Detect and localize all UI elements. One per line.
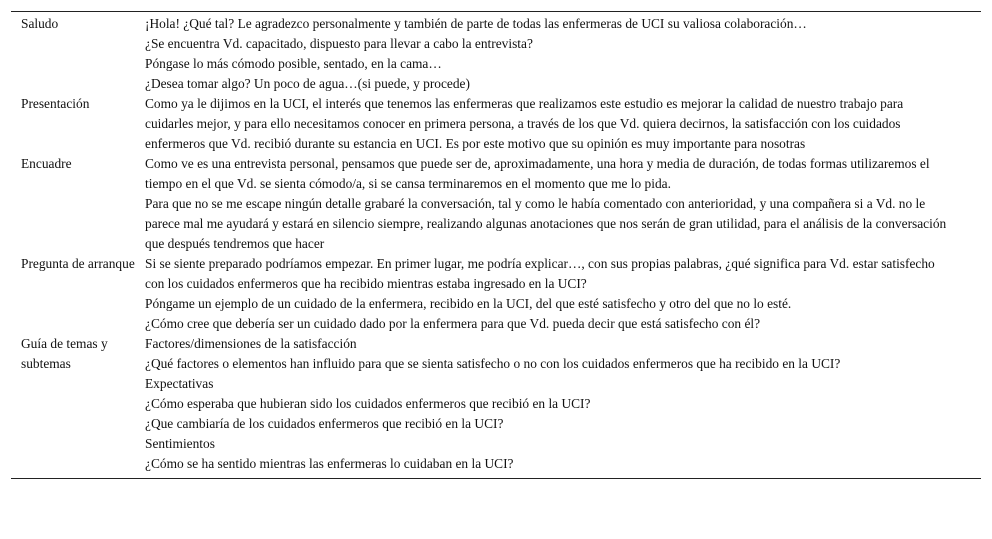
row-content <box>145 334 981 474</box>
content-line: Si se siente preparado podríamos empezar. En primer lugar, me podría explicar…, con sus propias palabras, ¿qué significa para Vd. estar satisfecho con los cuidados enfermeros que ha recibido mientras estaba ingresado en la UCI? <box>145 256 935 291</box>
content-line: Como ve es una entrevista personal, pensamos que puede ser de, aproximadamente, una hora y media de duración, de todas formas utilizaremos el tiempo en el que Vd. se sienta cómodo/a, si se cansa terminaremos en el momento que me lo pida. <box>145 156 930 191</box>
table-row-pregunta-de-arranque <box>11 254 981 334</box>
row-label: Saludo <box>21 16 59 31</box>
content-line: ¿Se encuentra Vd. capacitado, dispuesto para llevar a cabo la entrevista? <box>145 36 533 51</box>
content-line: ¿Cómo cree que debería ser un cuidado dado por la enfermera para que Vd. pueda decir que está satisfecho con él? <box>145 316 761 331</box>
row-label: Presentación <box>21 96 90 111</box>
row-content <box>145 254 981 334</box>
content-line: ¿Desea tomar algo? Un poco de agua…(si puede, y procede) <box>145 76 470 91</box>
content-line: ¿Que cambiaría de los cuidados enfermeros que recibió en la UCI? <box>145 416 504 431</box>
content-line: Sentimientos <box>145 436 215 451</box>
row-label: Encuadre <box>21 156 72 171</box>
content-line: Póngase lo más cómodo posible, sentado, en la cama… <box>145 56 442 71</box>
interview-guide-table <box>11 11 981 479</box>
content-line: Como ya le dijimos en la UCI, el interés que tenemos las enfermeras que realizamos este estudio es mejorar la calidad de nuestro trabajo para cuidarles mejor, y para ello necesitamos conocer en primera persona, a través de los que Vd. quiera decirnos, la satisfacción con los cuidados enfermeros que Vd. recibió durante su estancia en UCI. Es por este motivo que su opinión es muy importante para nosotras <box>145 96 904 151</box>
row-content <box>145 94 981 154</box>
content-line: ¿Cómo esperaba que hubieran sido los cuidados enfermeros que recibió en la UCI? <box>145 396 591 411</box>
content-line: ¿Qué factores o elementos han influido para que se sienta satisfecho o no con los cuidados enfermeros que ha recibido en la UCI? <box>145 356 841 371</box>
content-line: ¿Cómo se ha sentido mientras las enfermeras lo cuidaban en la UCI? <box>145 456 514 471</box>
row-label: Pregunta de arranque <box>21 256 135 271</box>
row-content <box>145 14 981 94</box>
table-row-encuadre <box>11 154 981 254</box>
table-row-presentacion <box>11 94 981 154</box>
content-line: Póngame un ejemplo de un cuidado de la enfermera, recibido en la UCI, del que esté satisfecho y otro del que no lo esté. <box>145 296 792 311</box>
row-label: Guía de temas y subtemas <box>21 336 108 371</box>
table-row-saludo <box>11 14 981 94</box>
row-content <box>145 154 981 254</box>
table-row-guia-de-temas <box>11 334 981 474</box>
content-line: Expectativas <box>145 376 214 391</box>
content-line: Factores/dimensiones de la satisfacción <box>145 336 357 351</box>
content-line: Para que no se me escape ningún detalle grabaré la conversación, tal y como le había comentado con anterioridad, y una compañera si a Vd. no le parece mal me ayudará y estará en silencio siempre, realizando algunas anotaciones que nos serán de gran utilidad, para el análisis de la conversación que después tendremos que hacer <box>145 196 947 251</box>
table <box>11 14 981 474</box>
content-line: ¡Hola! ¿Qué tal? Le agradezco personalmente y también de parte de todas las enfermeras de UCI su valiosa colaboración… <box>145 16 807 31</box>
